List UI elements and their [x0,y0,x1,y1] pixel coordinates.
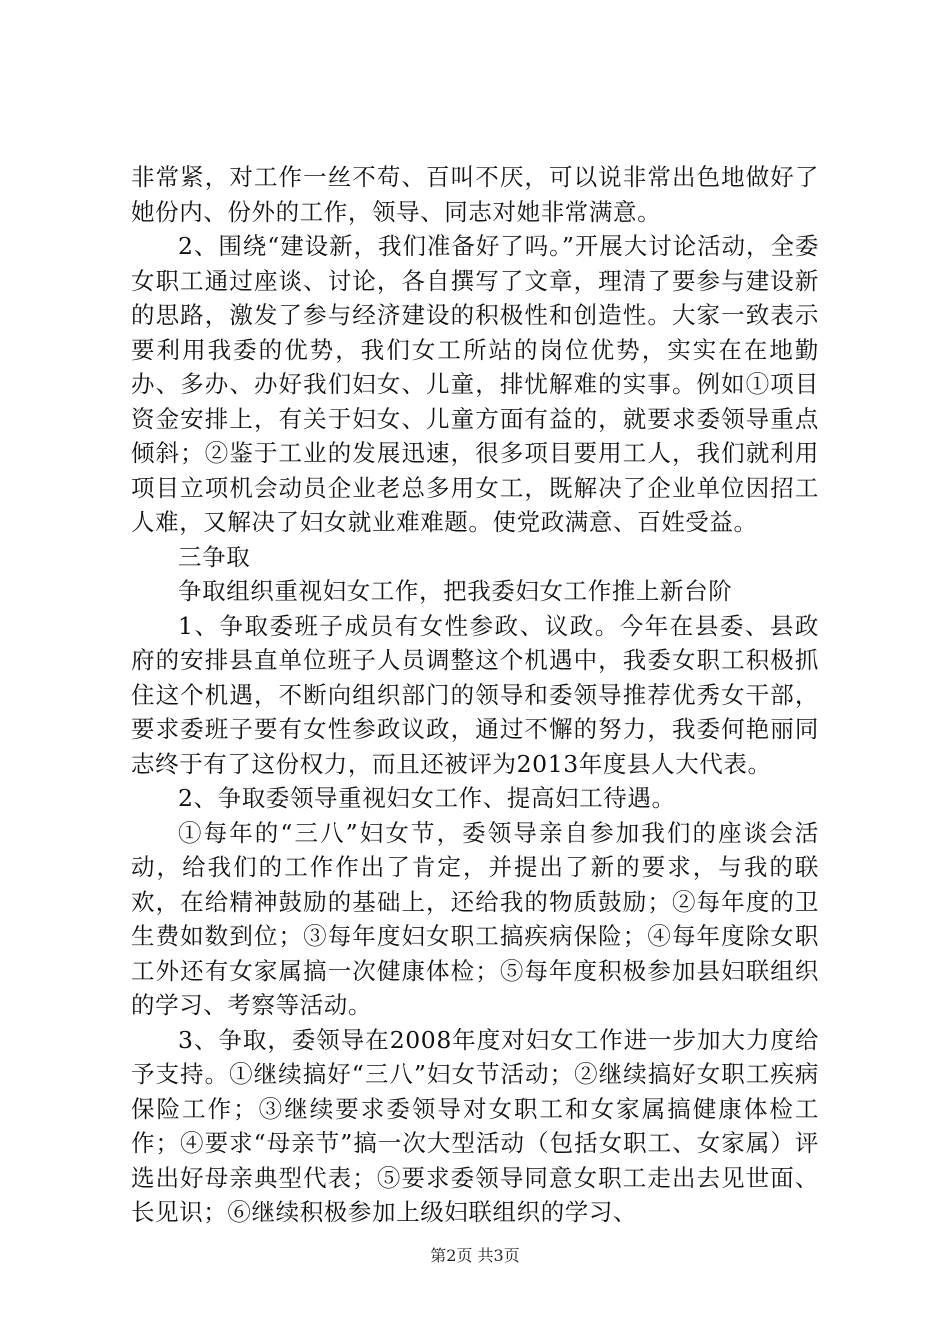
section-heading: 三争取 [178,542,251,571]
document-body [131,160,819,1230]
paragraph-benefits-list: ①每年的“三八”妇女节，委领导亲自参加我们的座谈会活动，给我们的工作作出了肯定，并提出了新的要求，与我的联欢，在给精神鼓励的基础上，还给我的物质鼓励；②每年度的卫生费如数到位；③每年度妇女职工搞疾病保险；④每年度除女职工外还有女家属搞一次健康体检；⑤每年度积极参加县妇联组织的学习、考察等活动。 [131,818,819,1019]
page-footer: 第2页 共3页 [430,1246,520,1265]
section-subheading: 争取组织重视妇女工作，把我委妇女工作推上新台阶 [178,577,733,605]
paragraph-item-2: 2、围绕“建设新，我们准备好了吗。”开展大讨论活动，全委女职工通过座谈、讨论，各自撰写了文章，理清了要参与建设新的思路，激发了参与经济建设的积极性和创造性。大家一致表示要利用我委的优势，我们女工所站的岗位优势，实实在在地勤办、多办、办好我们妇女、儿童，排忧解难的实事。例如①项目资金安排上，有关于妇女、儿童方面有益的，就要求委领导重点倾斜；②鉴于工业的发展迅速，很多项目要用工人，我们就利用项目立项机会动员企业老总多用女工，既解决了企业单位因招工人难，又解决了妇女就业难难题。使党政满意、百姓受益。 [131,232,819,536]
paragraph-item-1: 1、争取委班子成员有女性参政、议政。今年在县委、县政府的安排县直单位班子人员调整这个机遇中，我委女职工积极抓住这个机遇，不断向组织部门的领导和委领导推荐优秀女干部，要求委班子要有女性参政议政，通过不懈的努力，我委何艳丽同志终于有了这份权力，而且还被评为2013年度县人大代表。 [131,611,819,778]
paragraph-item-2-heading: 2、争取委领导重视妇女工作、提高妇工待遇。 [178,784,676,812]
paragraph-item-3: 3、争取，委领导在2008年度对妇女工作进一步加大力度给予支持。①继续搞好“三八”妇女节活动；②继续搞好女职工疾病保险工作；③继续要求委领导对女职工和女家属搞健康体检工作；④要求“母亲节”搞一次大型活动（包括女职工、女家属）评选出好母亲典型代表；⑤要求委领导同意女职工走出去见世面、长见识；⑥继续积极参加上级妇联组织的学习、 [131,1025,819,1226]
paragraph-continuation: 非常紧，对工作一丝不苟、百叫不厌，可以说非常出色地做好了她份内、份外的工作，领导、同志对她非常满意。 [131,163,819,226]
